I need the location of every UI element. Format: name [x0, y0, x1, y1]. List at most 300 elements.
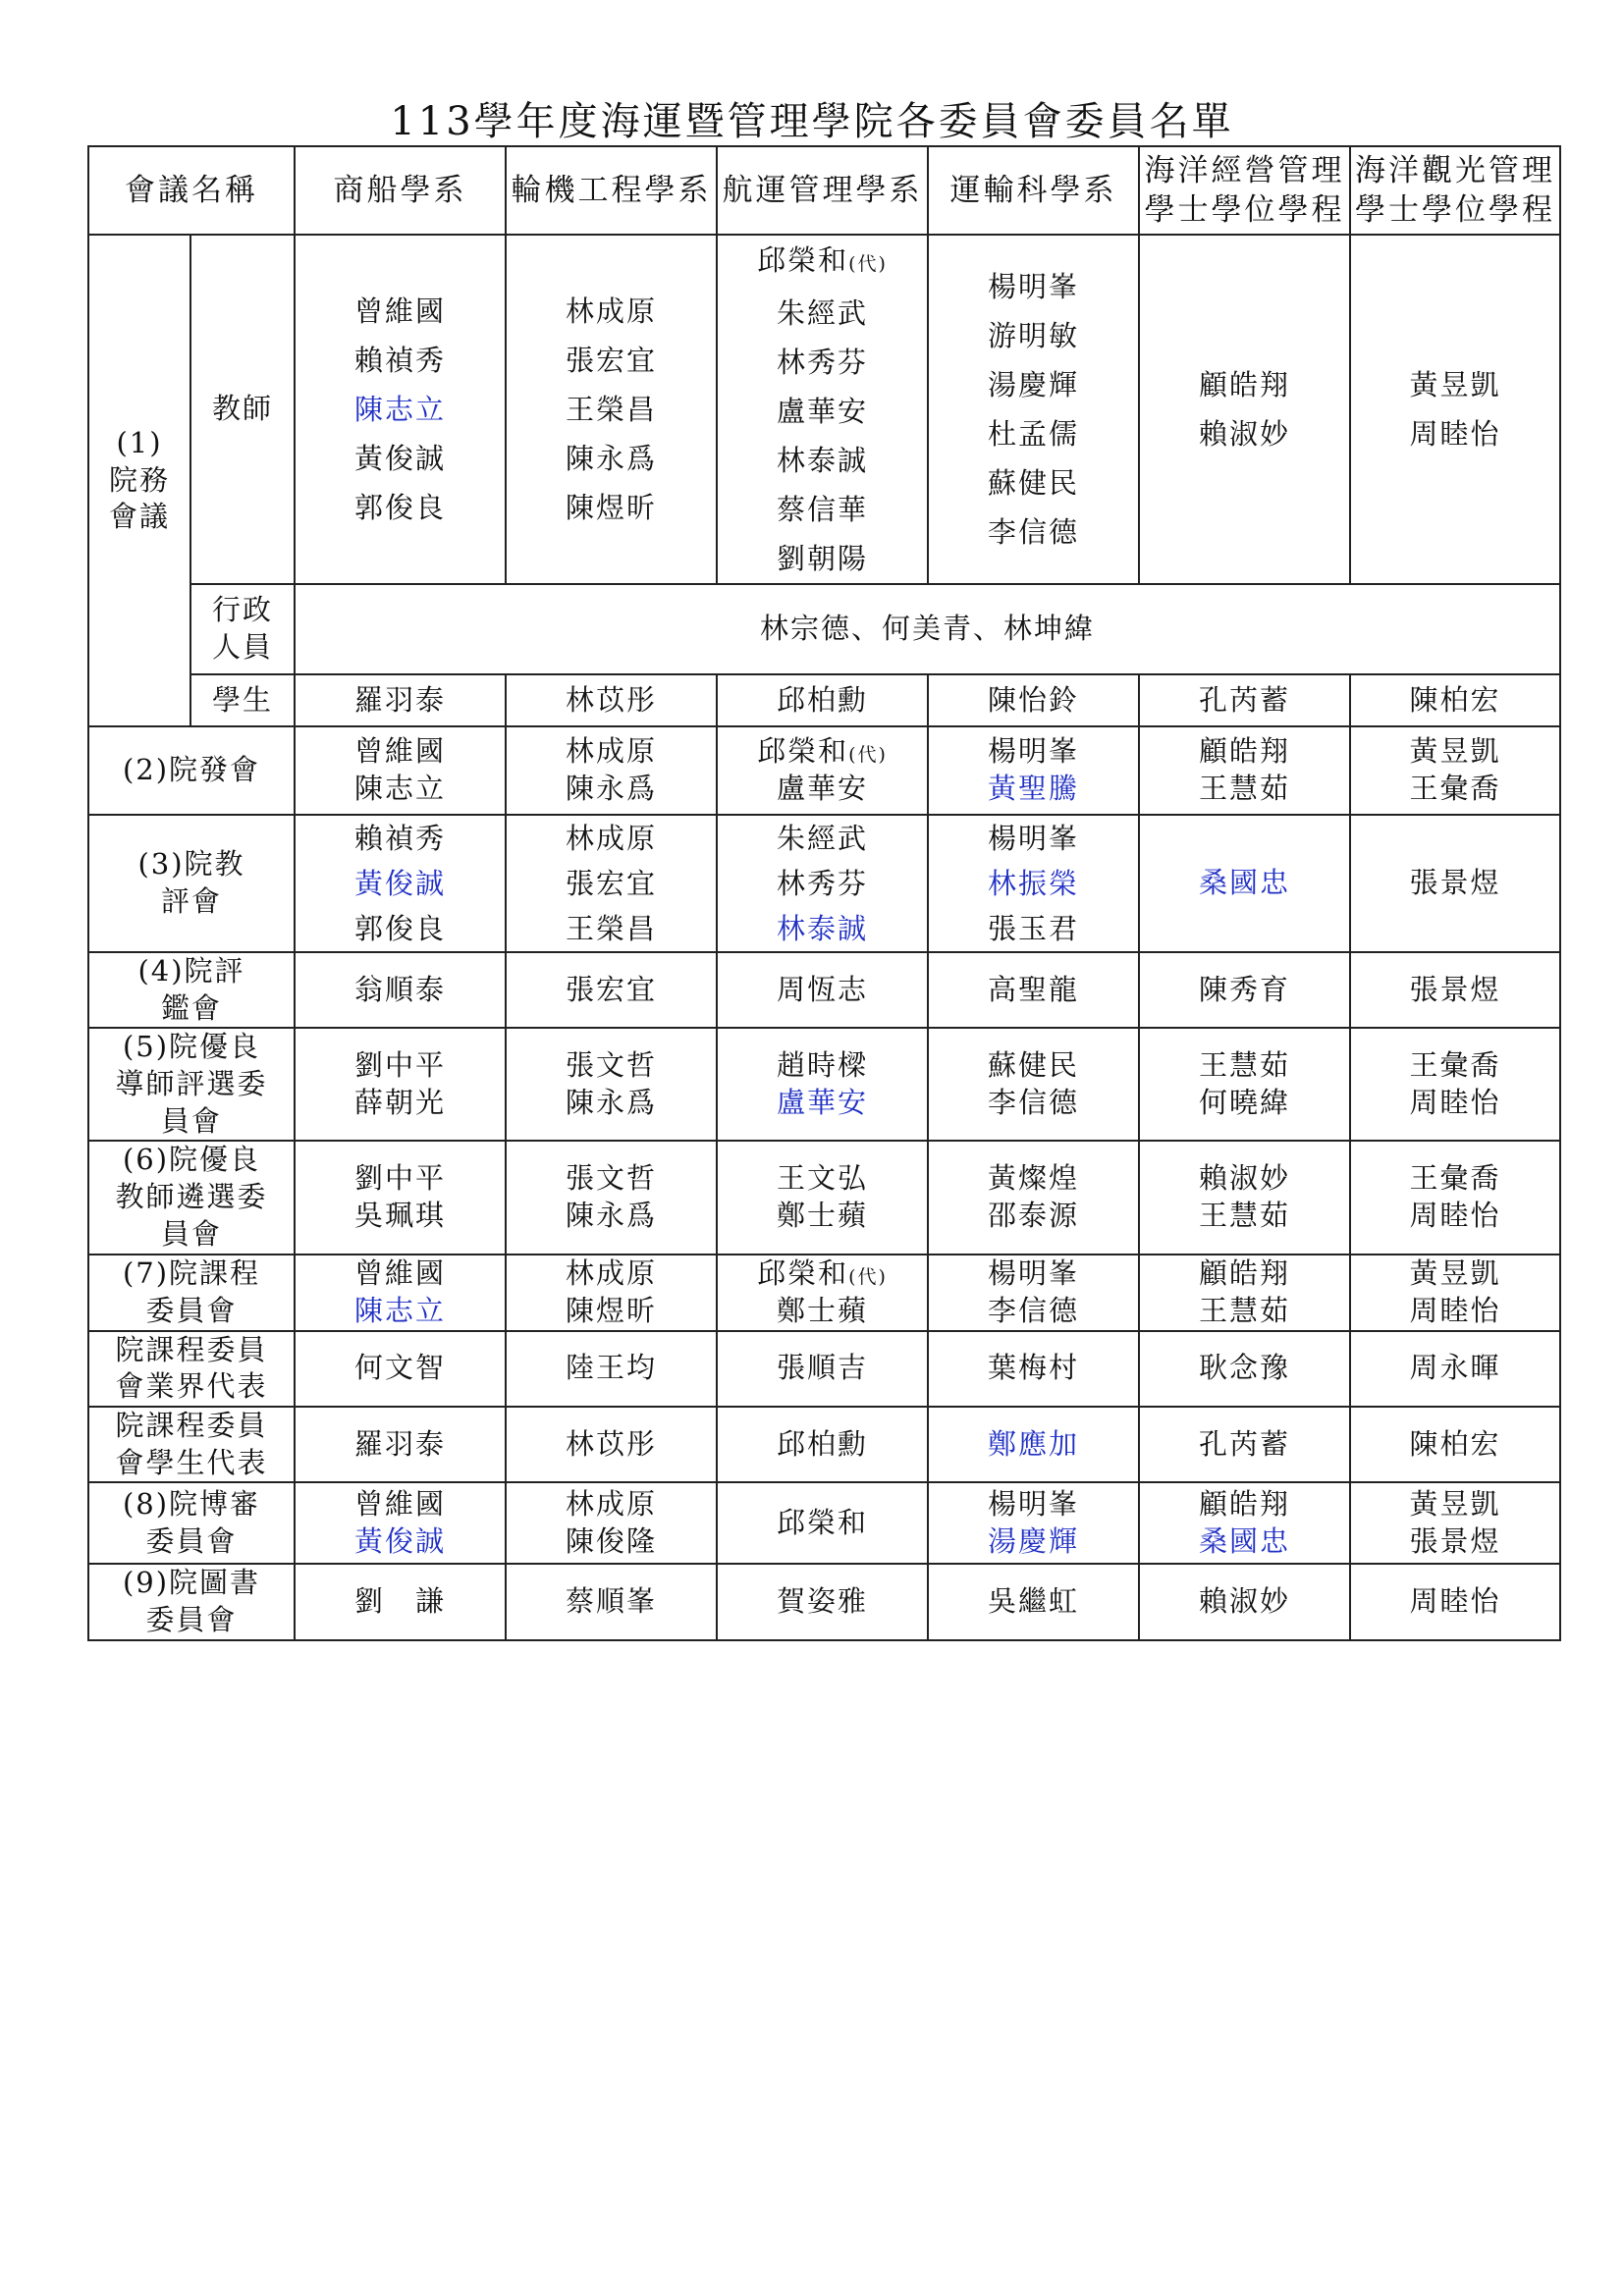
- member-name: [1351, 1198, 1559, 1235]
- member-cell: [928, 674, 1139, 726]
- member-cell: [1350, 1331, 1560, 1407]
- names: [507, 1486, 716, 1560]
- member-cell: [506, 1255, 717, 1331]
- member-name-text: 楊明峯: [987, 1487, 1079, 1522]
- member-cell: [717, 952, 928, 1028]
- names: [507, 1047, 716, 1121]
- member-name-text: 林成原: [565, 734, 657, 769]
- member-name: [507, 733, 716, 771]
- member-name: [1351, 1486, 1559, 1523]
- member-name-text: 蘇健民: [987, 466, 1079, 500]
- member-cell: [1139, 1482, 1350, 1564]
- names: [296, 682, 505, 720]
- names: [718, 1255, 927, 1329]
- member-name-text: 顧皓翔: [1198, 1487, 1290, 1522]
- names: [718, 1426, 927, 1464]
- member-name-text: 邱榮和: [776, 1505, 868, 1539]
- member-name: [296, 733, 505, 771]
- member-name: [1351, 1047, 1559, 1085]
- member-name: [507, 1426, 716, 1464]
- member-name-text: 鄭士蘋: [776, 1198, 868, 1232]
- member-name: [296, 1047, 505, 1085]
- member-name: [296, 434, 505, 483]
- member-name: [718, 1198, 927, 1235]
- member-cell: [928, 1028, 1139, 1141]
- names: [1351, 865, 1559, 902]
- member-name: [718, 338, 927, 387]
- member-name-text: 李信德: [987, 1085, 1079, 1119]
- member-name-text: 黃俊誠: [353, 867, 446, 900]
- member-name: [1140, 1255, 1349, 1293]
- member-name-text: 賴淑妙: [1198, 1584, 1290, 1619]
- member-cell: [1350, 952, 1560, 1028]
- member-name-text: 邱榮和: [757, 734, 849, 769]
- member-name-text: 黃昱凱: [1409, 1487, 1501, 1522]
- committee-name-cell: [88, 1255, 295, 1331]
- committee-name-line: 評會: [160, 884, 222, 918]
- member-cell: [295, 1407, 506, 1482]
- member-name-text: 羅羽泰: [353, 1426, 446, 1461]
- names: [1140, 1255, 1349, 1329]
- member-name: [718, 906, 927, 951]
- member-name: [296, 861, 505, 906]
- member-name-text: 林苡彤: [565, 682, 657, 717]
- names: [718, 682, 927, 720]
- member-name-text: 顧皓翔: [1198, 1255, 1290, 1290]
- names: [1140, 1486, 1349, 1560]
- member-name: [1140, 1426, 1349, 1464]
- header-line: 海洋經營管理: [1144, 152, 1345, 188]
- member-cell: [295, 1141, 506, 1254]
- member-name: [507, 1523, 716, 1561]
- member-cell: [1139, 674, 1350, 726]
- names: [1140, 1350, 1349, 1387]
- committee-name-line: (5)院優良: [122, 1030, 261, 1064]
- member-name-text: 顧皓翔: [1198, 734, 1290, 769]
- member-name-text: 孔芮蓄: [1198, 682, 1290, 717]
- member-cell: [928, 952, 1139, 1028]
- member-name-text: 賴淑妙: [1198, 417, 1290, 451]
- subgroup-label-line: 教師: [211, 392, 273, 426]
- member-name-text: 林泰誠: [776, 912, 868, 945]
- member-name: [929, 906, 1138, 951]
- member-name-text: 吳繼虹: [987, 1584, 1079, 1619]
- member-cell: [1350, 1255, 1560, 1331]
- member-name-text: 陳永爲: [565, 1085, 657, 1119]
- names: [929, 733, 1138, 807]
- names: [929, 1047, 1138, 1121]
- names: [718, 816, 927, 951]
- committee-name-line: 教師遴選委: [115, 1180, 268, 1214]
- names: [507, 972, 716, 1009]
- member-name: [1140, 1198, 1349, 1235]
- member-name: [929, 816, 1138, 861]
- member-cell: [1139, 1028, 1350, 1141]
- member-name-text: 黃昱凱: [1409, 1255, 1501, 1290]
- member-name: [1351, 1583, 1559, 1621]
- header-cell: 商船學系: [295, 146, 506, 235]
- member-name-text: 趙時樑: [776, 1048, 868, 1083]
- member-name: [718, 485, 927, 534]
- member-name-text: 王慧茹: [1198, 772, 1290, 805]
- committee-name-cell: [88, 1331, 295, 1407]
- member-name-text: 高聖龍: [987, 972, 1079, 1006]
- committee-name-line: 院務: [108, 462, 170, 497]
- member-name: [1351, 682, 1559, 720]
- member-name: [507, 816, 716, 861]
- member-cell: [506, 1564, 717, 1639]
- member-cell: [717, 1482, 928, 1564]
- member-name-text: 黃燦煌: [987, 1161, 1079, 1196]
- member-name: [296, 1523, 505, 1561]
- member-name: [718, 682, 927, 720]
- member-cell: [717, 674, 928, 726]
- table-row: [88, 1255, 1560, 1331]
- member-name-text: 湯慶輝: [987, 368, 1079, 401]
- names: [1140, 972, 1349, 1009]
- member-name: [718, 972, 927, 1009]
- member-name-text: 王彙喬: [1409, 772, 1501, 805]
- subgroup-label-line: 學生: [211, 682, 273, 717]
- member-cell: [295, 674, 506, 726]
- member-cell: [295, 1482, 506, 1564]
- member-name: [1140, 865, 1349, 902]
- member-name-text: 鄭士蘋: [776, 1293, 868, 1327]
- member-name-text: 曾維國: [353, 1487, 446, 1522]
- committee-name-line: 院課程委員: [115, 1332, 268, 1366]
- member-cell: [1139, 1255, 1350, 1331]
- names: [718, 236, 927, 583]
- member-name: [929, 861, 1138, 906]
- member-cell: [928, 1331, 1139, 1407]
- member-name-text: 周睦怡: [1409, 1293, 1501, 1327]
- names: [296, 733, 505, 807]
- member-name-text: 黃聖騰: [987, 772, 1079, 805]
- member-name: [718, 733, 927, 771]
- names: [507, 1350, 716, 1387]
- member-name-text: 吳珮琪: [353, 1198, 446, 1232]
- member-name: [507, 771, 716, 808]
- names: [929, 1486, 1138, 1560]
- member-name-text: 陳煜昕: [565, 491, 657, 524]
- member-name: [929, 507, 1138, 557]
- member-name-text: 黃俊誠: [353, 1523, 446, 1558]
- member-name-text: 周睦怡: [1409, 1584, 1501, 1619]
- member-name-text: 劉中平: [353, 1048, 446, 1083]
- member-cell: [506, 1407, 717, 1482]
- member-cell: [1350, 1564, 1560, 1639]
- committee-name-cell: [88, 726, 295, 815]
- names: [1351, 1486, 1559, 1560]
- member-name-text: 羅羽泰: [353, 682, 446, 717]
- member-name-text: 杜孟儒: [987, 417, 1079, 451]
- member-name: [929, 311, 1138, 360]
- header-cell: 航運管理學系: [717, 146, 928, 235]
- names: [1351, 1426, 1559, 1464]
- member-name-text: 陳秀育: [1198, 972, 1290, 1006]
- member-name: [929, 682, 1138, 720]
- member-name-text: 周睦怡: [1409, 417, 1501, 451]
- member-name-text: 顧皓翔: [1198, 368, 1290, 401]
- names: [1140, 1426, 1349, 1464]
- member-name-text: 黃昱凱: [1409, 734, 1501, 769]
- member-name: [1140, 1486, 1349, 1523]
- member-name-text: 薛朝光: [353, 1085, 446, 1119]
- member-name: [507, 434, 716, 483]
- member-name-text: 鄭應加: [987, 1426, 1079, 1461]
- member-name: [929, 1047, 1138, 1085]
- committee-name-line: 會學生代表: [115, 1445, 268, 1479]
- member-cell: [928, 1564, 1139, 1639]
- names: [1351, 1583, 1559, 1621]
- member-cell: [506, 1482, 717, 1564]
- member-cell: [928, 815, 1139, 952]
- page-title: 113學年度海運暨管理學院各委員會委員名單: [390, 99, 1234, 144]
- member-name: [718, 1047, 927, 1085]
- member-name-text: 楊明峯: [987, 822, 1079, 855]
- committee-name-line: 會議: [108, 500, 170, 534]
- names: [296, 1486, 505, 1560]
- names: [718, 1160, 927, 1234]
- names: [1351, 1160, 1559, 1234]
- member-name-text: 桑國忠: [1198, 866, 1290, 900]
- names: [507, 1426, 716, 1464]
- member-name-text: 李信德: [987, 515, 1079, 549]
- member-name-text: 張玉君: [987, 912, 1079, 945]
- member-name: [929, 262, 1138, 311]
- member-name: [1140, 771, 1349, 808]
- member-name: [929, 458, 1138, 507]
- member-name: [1351, 1523, 1559, 1561]
- committee-name-line: (7)院課程: [122, 1255, 261, 1290]
- member-name-text: 邱榮和: [757, 243, 849, 277]
- committee-name-line: 員會: [160, 1103, 222, 1138]
- committee-name-line: (2)院發會: [122, 753, 261, 787]
- names: [929, 1255, 1138, 1329]
- member-name-text: 黃俊誠: [353, 442, 446, 475]
- member-name-text: 劉中平: [353, 1161, 446, 1196]
- member-cell: [506, 1331, 717, 1407]
- committee-name-cell: [88, 815, 295, 952]
- member-cell: [717, 1564, 928, 1639]
- member-name: [718, 436, 927, 485]
- member-name-text: 林成原: [565, 1487, 657, 1522]
- names: [296, 287, 505, 532]
- member-name: [296, 1085, 505, 1122]
- member-name: [296, 1255, 505, 1293]
- member-name-text: 林秀芬: [776, 346, 868, 379]
- member-name: [1140, 1160, 1349, 1198]
- member-cell: [1350, 1141, 1560, 1254]
- names: [1140, 1583, 1349, 1621]
- member-name: [1351, 1350, 1559, 1387]
- member-name-text: 王榮昌: [565, 393, 657, 426]
- committee-name-line: 會業界代表: [115, 1369, 268, 1404]
- header-cell: 輪機工程學系: [506, 146, 717, 235]
- member-name: [1140, 733, 1349, 771]
- member-name: [1351, 972, 1559, 1009]
- member-name: [718, 387, 927, 436]
- member-name-text: 林振榮: [987, 867, 1079, 900]
- member-name-text: 桑國忠: [1198, 1523, 1290, 1558]
- member-name-text: 盧華安: [776, 395, 868, 428]
- committee-name-line: 鑑會: [160, 990, 222, 1025]
- committee-name-line: 員會: [160, 1216, 222, 1251]
- member-name: [1140, 972, 1349, 1009]
- committee-name-cell: [88, 1141, 295, 1254]
- member-name-text: 陳志立: [353, 1293, 446, 1327]
- subgroup-label-cell: [190, 584, 295, 674]
- names: [296, 1047, 505, 1121]
- member-name: [929, 972, 1138, 1009]
- member-cell: [928, 1482, 1139, 1564]
- member-name: [1351, 1255, 1559, 1293]
- names: [296, 1350, 505, 1387]
- member-name-text: 陳永爲: [565, 1198, 657, 1232]
- member-name-text: 賴禎秀: [353, 344, 446, 377]
- member-name-text: 楊明峯: [987, 1255, 1079, 1290]
- member-cell: [295, 1564, 506, 1639]
- member-name-text: 郭俊良: [353, 912, 446, 945]
- member-name-text: 張宏宜: [565, 344, 657, 377]
- member-name-text: 何曉緯: [1198, 1085, 1290, 1119]
- member-name-text: 何文智: [353, 1351, 446, 1385]
- member-name-text: 朱經武: [776, 822, 868, 855]
- member-name: [296, 972, 505, 1009]
- member-cell: [717, 1407, 928, 1482]
- names: [1140, 682, 1349, 720]
- member-name-text: 王文弘: [776, 1161, 868, 1196]
- table-row: [88, 1564, 1560, 1639]
- header-cell: 會議名稱: [88, 146, 295, 235]
- member-name-text: 賀姿雅: [776, 1584, 868, 1619]
- member-cell: [295, 1255, 506, 1331]
- member-name-text: 楊明峯: [987, 270, 1079, 303]
- member-name-text: 李信德: [987, 1293, 1079, 1327]
- member-name-text: 蔡信華: [776, 493, 868, 526]
- member-cell: [506, 815, 717, 952]
- member-cell: [506, 674, 717, 726]
- member-name-text: 周永暉: [1409, 1351, 1501, 1385]
- member-name: [507, 1583, 716, 1621]
- names: [507, 1583, 716, 1621]
- committee-name-cell: [88, 235, 190, 726]
- member-name-text: 邱榮和: [757, 1255, 849, 1290]
- subgroup-label-cell: [190, 235, 295, 584]
- member-name: [718, 1583, 927, 1621]
- header-line: 海洋觀光管理: [1355, 152, 1555, 188]
- names: [718, 733, 927, 807]
- names: [929, 1583, 1138, 1621]
- names: [1140, 733, 1349, 807]
- names: [296, 1583, 505, 1621]
- member-cell: [506, 235, 717, 584]
- member-cell: [295, 1331, 506, 1407]
- names: [296, 816, 505, 951]
- member-name-text: 湯慶輝: [987, 1523, 1079, 1558]
- member-name: [929, 1293, 1138, 1330]
- proxy-tag: (代): [848, 744, 888, 767]
- committee-name-line: (3)院教: [137, 847, 245, 881]
- member-cell: [928, 1407, 1139, 1482]
- member-name-text: 郭俊良: [353, 491, 446, 524]
- names: [718, 1583, 927, 1621]
- names: [929, 972, 1138, 1009]
- member-name-text: 朱經武: [776, 296, 868, 330]
- member-name-text: 王彙喬: [1409, 1161, 1501, 1196]
- table-row: [88, 815, 1560, 952]
- member-name-text: 翁順泰: [353, 972, 446, 1006]
- member-name: [718, 1426, 927, 1464]
- member-name: [718, 236, 927, 289]
- names: [718, 1047, 927, 1121]
- member-name-text: 周睦怡: [1409, 1198, 1501, 1232]
- member-name: [507, 861, 716, 906]
- member-name-text: 王榮昌: [565, 912, 657, 945]
- member-name-text: 蘇健民: [987, 1048, 1079, 1083]
- member-cell: [295, 815, 506, 952]
- member-name: [507, 1293, 716, 1330]
- member-name-text: 游明敏: [987, 319, 1079, 352]
- member-name: [296, 1160, 505, 1198]
- member-name-text: 邱柏勳: [776, 682, 868, 717]
- member-name: [718, 1255, 927, 1293]
- member-cell: [1350, 1407, 1560, 1482]
- member-name: [507, 906, 716, 951]
- member-name: [296, 1293, 505, 1330]
- committee-name-line: (6)院優良: [122, 1143, 261, 1177]
- member-name-text: 盧華安: [776, 772, 868, 805]
- member-name: [1351, 360, 1559, 409]
- member-name: [1140, 1293, 1349, 1330]
- member-cell: [295, 235, 506, 584]
- member-name-text: 陳柏宏: [1409, 1426, 1501, 1461]
- member-name: [296, 483, 505, 532]
- member-name-text: 林泰誠: [776, 444, 868, 477]
- member-name: [507, 385, 716, 434]
- member-name: [1140, 409, 1349, 458]
- committee-name-line: (1): [116, 425, 163, 459]
- proxy-tag: (代): [848, 1265, 888, 1288]
- member-name: [507, 483, 716, 532]
- member-name: [718, 289, 927, 338]
- committee-name-line: 院課程委員: [115, 1408, 268, 1442]
- proxy-tag: (代): [848, 253, 888, 275]
- member-name-text: 陳永爲: [565, 442, 657, 475]
- table-row: [88, 1028, 1560, 1141]
- member-cell: [1139, 1407, 1350, 1482]
- committee-name-line: (8)院博審: [122, 1487, 261, 1522]
- names: [507, 816, 716, 951]
- names: [507, 1255, 716, 1329]
- table-row: [88, 1141, 1560, 1254]
- member-name-text: 林成原: [565, 294, 657, 328]
- member-name: [929, 1160, 1138, 1198]
- member-cell: [1350, 235, 1560, 584]
- member-name: [296, 1426, 505, 1464]
- member-name: [1351, 409, 1559, 458]
- header-line: 學士學位學程: [1355, 192, 1555, 228]
- names: [296, 972, 505, 1009]
- member-name-text: 黃昱凱: [1409, 368, 1501, 401]
- member-name: [718, 1350, 927, 1387]
- names: [718, 1505, 927, 1542]
- committee-name-line: 委員會: [145, 1602, 238, 1636]
- member-name: [929, 1426, 1138, 1464]
- table-row: [88, 235, 1560, 584]
- member-name: [929, 1085, 1138, 1122]
- committee-table: [87, 145, 1561, 1641]
